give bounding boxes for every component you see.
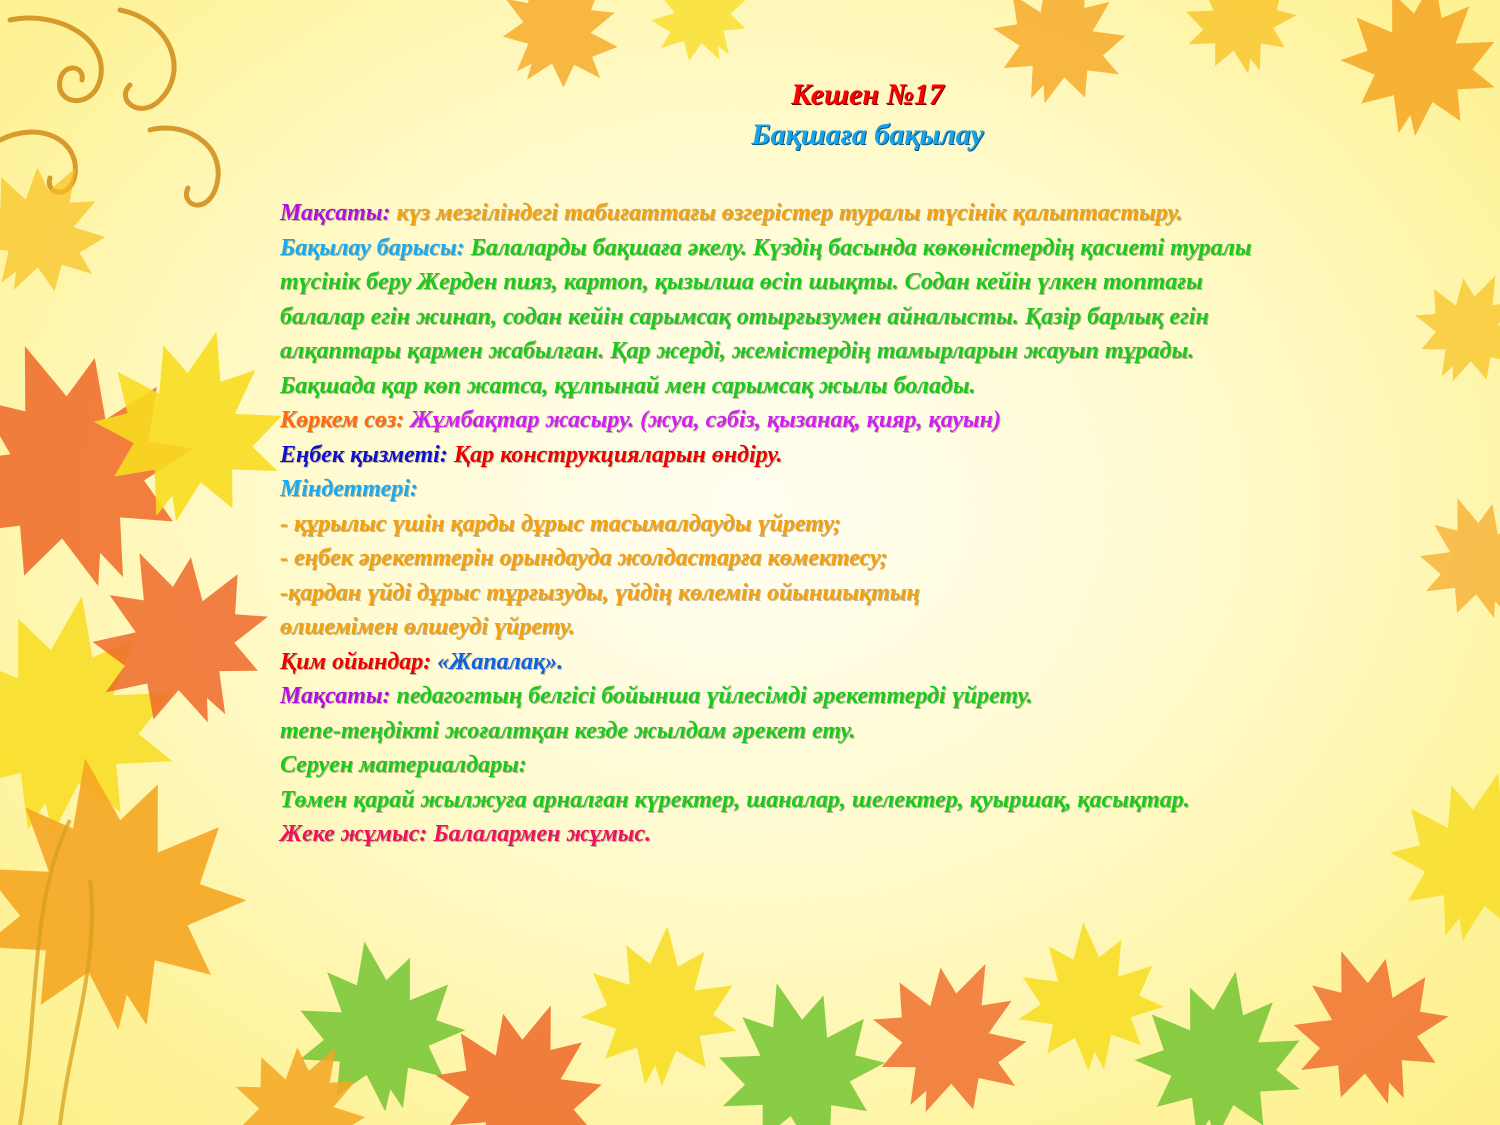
- observation-line-2: түсінік беру Жерден пияз, картоп, қызылша өсіп шықты. Содан кейін үлкен топтағы: [280, 269, 1203, 295]
- game-goal-text-1: педагогтың белгісі бойынша үйлесімді әрекеттерді үйрету.: [390, 683, 1033, 709]
- labor-text: Қар конструкцияларын өндіру.: [447, 441, 783, 468]
- task-item-1: - құрылыс үшін қарды дұрыс тасымалдауды үйрету;: [280, 510, 841, 537]
- tasks-label: Міндеттері:: [280, 476, 418, 502]
- observation-line-5: Бақшада қар көп жатса, құлпынай мен сарымсақ жылы болады.: [280, 372, 976, 399]
- game-goal-label: Мақсаты:: [280, 683, 391, 709]
- materials-label: Серуен материалдары:: [280, 752, 527, 778]
- game-line: [280, 645, 1450, 680]
- art-word-text: Жұмбақтар жасыру. (жуа, сәбіз, қызанақ, қияр, қауын): [404, 407, 1001, 433]
- game-label: Қим ойындар:: [280, 648, 432, 675]
- game-text: «Жапалақ».: [431, 648, 564, 675]
- goal-text: күз мезгіліндегі табиғаттағы өзгерістер туралы түсінік қалыптастыру.: [390, 200, 1183, 226]
- observation-line-3: балалар егін жинап, содан кейін сарымсақ отырғызумен айналысты. Қазір барлық егін: [280, 303, 1209, 330]
- labor-label: Еңбек қызметі:: [280, 441, 448, 468]
- materials-text: Төмен қарай жылжуға арналған күректер, шаналар, шелектер, қуыршақ, қасықтар.: [280, 786, 1190, 813]
- individual-label: Жеке жұмыс:: [280, 821, 428, 847]
- art-word-line: [280, 403, 1450, 438]
- labor-line: [280, 438, 1450, 473]
- task-item-2: - еңбек әрекеттерін орындауда жолдастарға көмектесу;: [280, 545, 888, 571]
- individual-line: [280, 817, 1450, 852]
- observation-line-4: алқаптары қармен жабылған. Қар жерді, жемістердің тамырларын жауып тұрады.: [280, 338, 1195, 364]
- game-goal-line-1: [280, 679, 1450, 714]
- observation-line-1: [280, 231, 1450, 266]
- art-word-label: Көркем сөз:: [280, 407, 405, 433]
- task-item-4: өлшемімен өлшеуді үйрету.: [280, 614, 575, 640]
- page-title: Кешен №17: [791, 78, 944, 111]
- lesson-body: [280, 196, 1450, 852]
- observation-text-1: Балаларды бақшаға әкелу. Күздің басында көкөністердің қасиеті туралы: [464, 234, 1252, 261]
- task-item-3: -қардан үйді дұрыс тұрғызуды, үйдің көлемін ойыншықтың: [280, 579, 920, 606]
- goal-line: [280, 196, 1450, 231]
- goal-label: Мақсаты:: [280, 200, 391, 226]
- observation-label: Бақылау барысы:: [280, 234, 465, 261]
- individual-text: Балалармен жұмыс.: [427, 821, 652, 847]
- page-subtitle: Бақшаға бақылау: [751, 118, 984, 151]
- game-goal-line-2: тепе-теңдікті жоғалтқан кезде жылдам әрекет ету.: [280, 717, 856, 744]
